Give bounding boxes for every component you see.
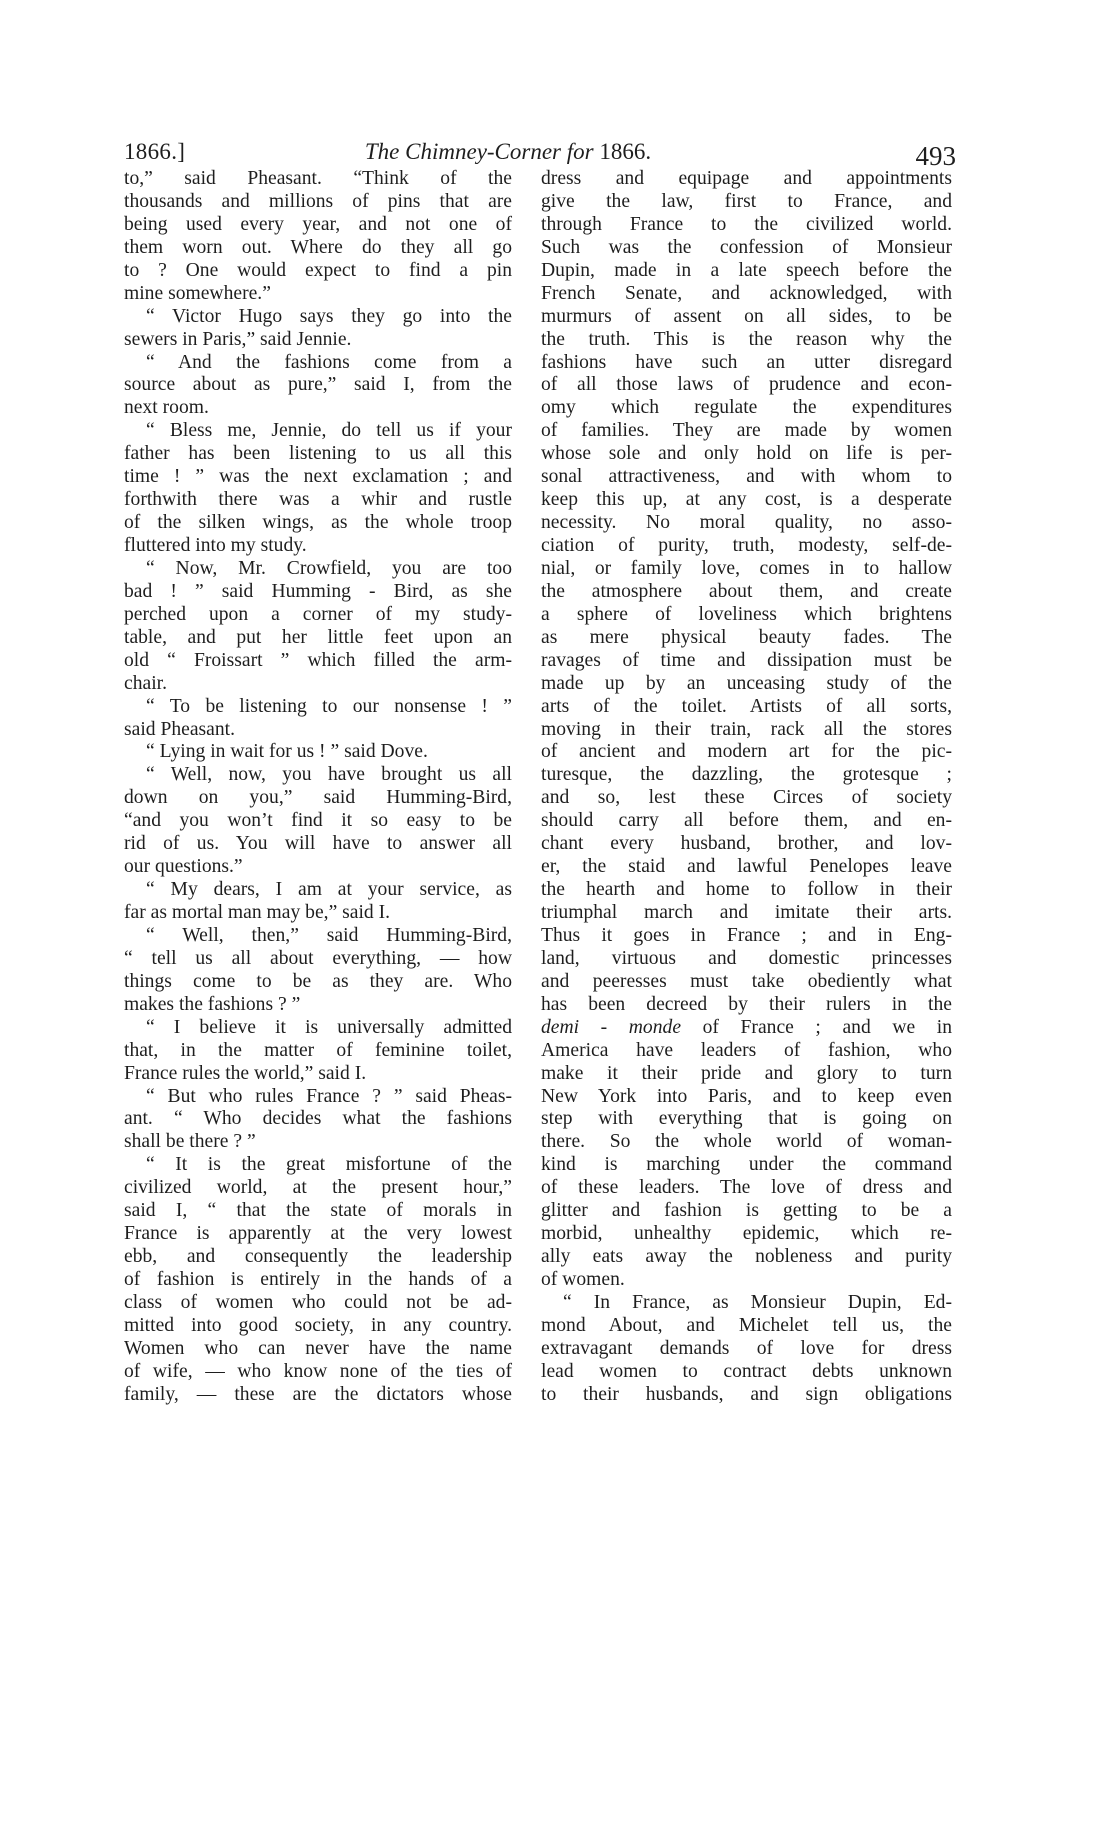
- text-line: to ? One would expect to find a pin: [124, 259, 512, 281]
- text-line: to,” said Pheasant. “Think of the: [124, 168, 512, 189]
- text-line: morbid, unhealthy epidemic, which re-: [541, 1223, 952, 1245]
- text-line: old “ Froissart ” which filled the arm-: [124, 649, 512, 671]
- text-line: “ And the fashions come from a: [146, 351, 512, 373]
- page-number: 493: [915, 141, 956, 171]
- text-line: Such was the confession of Monsieur: [541, 236, 952, 258]
- text-column-left: [124, 168, 512, 1407]
- text-line: whose sole and only hold on life is per-: [541, 443, 952, 465]
- text-line: a sphere of loveliness which brightens: [541, 603, 952, 625]
- text-line: the truth. This is the reason why the: [541, 328, 952, 350]
- text-line: things come to be as they are. Who: [124, 970, 512, 992]
- text-line-rest: of France ; and we in: [681, 1016, 952, 1038]
- text-line: mitted into good society, in any country.: [124, 1314, 512, 1336]
- text-line: ravages of time and dissipation must be: [541, 649, 952, 671]
- text-line: said I, “ that the state of morals in: [124, 1200, 512, 1222]
- text-line: the hearth and home to follow in their: [541, 879, 952, 901]
- text-line: next room.: [124, 397, 209, 419]
- text-line: forthwith there was a whir and rustle: [124, 489, 512, 511]
- text-line: should carry all before them, and en-: [541, 810, 952, 832]
- text-line: class of women who could not be ad-: [124, 1291, 512, 1313]
- text-line: civilized world, at the present hour,”: [124, 1177, 512, 1199]
- text-line: father has been listening to us all this: [124, 443, 512, 465]
- text-line: of these leaders. The love of dress and: [541, 1177, 952, 1199]
- text-line: fashions have such an utter disregard: [541, 351, 952, 373]
- text-line: ant. “ Who decides what the fashions: [124, 1108, 512, 1130]
- text-line: necessity. No moral quality, no asso-: [541, 512, 952, 534]
- running-head: [124, 136, 956, 171]
- text-line: mond About, and Michelet tell us, the: [541, 1314, 952, 1336]
- text-line: made up by an unceasing study of the: [541, 672, 952, 694]
- text-line: being used every year, and not one of: [124, 213, 512, 235]
- text-line: “ Victor Hugo says they go into the: [146, 305, 512, 327]
- text-line: arts of the toilet. Artists of all sorts,: [541, 695, 952, 717]
- text-line: moving in their train, rack all the stores: [541, 718, 952, 740]
- text-line: “ I believe it is universally admitted: [146, 1016, 512, 1038]
- text-line: of ancient and modern art for the pic-: [541, 741, 952, 763]
- text-line: table, and put her little feet upon an: [124, 626, 512, 648]
- text-line: rid of us. You will have to answer all: [124, 833, 512, 855]
- text-line: them worn out. Where do they all go: [124, 236, 512, 258]
- text-line: thousands and millions of pins that are: [124, 190, 512, 212]
- text-line: mine somewhere.”: [124, 282, 271, 304]
- text-line: triumphal march and imitate their arts.: [541, 902, 952, 923]
- text-line: “ It is the great misfortune of the: [146, 1154, 512, 1176]
- text-line: our questions.”: [124, 856, 243, 878]
- text-line: omy which regulate the expenditures: [541, 397, 952, 419]
- text-line: “ Well, then,” said Humming-Bird,: [146, 924, 512, 946]
- text-line: of wife, — who know none of the ties of: [124, 1360, 512, 1382]
- text-line: glitter and fashion is getting to be a: [541, 1200, 952, 1222]
- text-line: source about as pure,” said I, from the: [124, 374, 512, 396]
- text-line: “ In France, as Monsieur Dupin, Ed-: [563, 1291, 952, 1313]
- text-line: said Pheasant.: [124, 718, 236, 740]
- text-line: “and you won’t find it so easy to be: [124, 810, 512, 832]
- text-line: make it their pride and glory to turn: [541, 1062, 952, 1084]
- text-line: “ Bless me, Jennie, do tell us if your: [146, 420, 512, 442]
- text-line: nial, or family love, comes in to hallow: [541, 557, 952, 579]
- text-line: ally eats away the nobleness and purity: [541, 1246, 952, 1268]
- text-line: far as mortal man may be,” said I.: [124, 902, 391, 923]
- text-line: step with everything that is going on: [541, 1108, 952, 1130]
- text-line: down on you,” said Humming-Bird,: [124, 787, 512, 809]
- text-line: “ Now, Mr. Crowfield, you are too: [146, 557, 512, 579]
- text-line: ebb, and consequently the leadership: [124, 1246, 512, 1268]
- running-head-title-text: The Chimney-Corner for: [364, 139, 600, 164]
- text-line: sonal attractiveness, and with whom to: [541, 466, 952, 488]
- text-line: lead women to contract debts unknown: [541, 1360, 952, 1382]
- text-line: of the silken wings, as the whole troop: [124, 512, 512, 534]
- text-line: there. So the whole world of woman-: [541, 1131, 952, 1153]
- text-line: Women who can never have the name: [124, 1337, 512, 1359]
- text-line: of fashion is entirely in the hands of a: [124, 1269, 512, 1290]
- text-line: France rules the world,” said I.: [124, 1062, 367, 1084]
- text-column-right: [541, 168, 952, 1407]
- text-line: Dupin, made in a late speech before the: [541, 259, 952, 281]
- text-line: sewers in Paris,” said Jennie.: [124, 328, 352, 350]
- text-line: er, the staid and lawful Penelopes leave: [541, 856, 952, 878]
- text-line: as mere physical beauty fades. The: [541, 626, 952, 648]
- text-line: Thus it goes in France ; and in Eng-: [541, 924, 952, 946]
- text-line: to their husbands, and sign obligations: [541, 1383, 952, 1405]
- text-line: time ! ” was the next exclamation ; and: [124, 466, 512, 488]
- text-line: and so, lest these Circes of society: [541, 787, 952, 809]
- text-line: family, — these are the dictators whose: [124, 1383, 512, 1405]
- text-line: “ But who rules France ? ” said Pheas-: [146, 1085, 512, 1107]
- text-line: America have leaders of fashion, who: [541, 1039, 952, 1061]
- text-line: keep this up, at any cost, is a desperate: [541, 489, 952, 511]
- text-line: fluttered into my study.: [124, 535, 307, 556]
- text-line: “ Lying in wait for us ! ” said Dove.: [146, 741, 428, 763]
- text-line: through France to the civilized world.: [541, 213, 952, 235]
- text-line: shall be there ? ”: [124, 1131, 256, 1153]
- running-head-title: [298, 136, 718, 168]
- text-line: that, in the matter of feminine toilet,: [124, 1039, 512, 1061]
- text-line: turesque, the dazzling, the grotesque ;: [541, 764, 952, 786]
- text-line: kind is marching under the command: [541, 1154, 952, 1176]
- text-line: of all those laws of prudence and econ-: [541, 374, 952, 396]
- text-line: New York into Paris, and to keep even: [541, 1085, 952, 1107]
- text-line: murmurs of assent on all sides, to be: [541, 305, 952, 327]
- italic-term: demi - monde: [541, 1016, 682, 1038]
- text-line: give the law, first to France, and: [541, 190, 952, 212]
- text-line: “ Well, now, you have brought us all: [146, 764, 512, 786]
- text-line: has been decreed by their rulers in the: [541, 993, 952, 1015]
- text-line: land, virtuous and domestic princesses: [541, 947, 952, 969]
- text-line: dress and equipage and appointments: [541, 168, 952, 189]
- running-head-title-year: 1866.: [599, 139, 652, 164]
- text-line: [541, 1017, 952, 1040]
- text-line: and peeresses must take obediently what: [541, 970, 952, 992]
- running-head-year: 1866.]: [124, 139, 186, 164]
- text-line: “ To be listening to our nonsense ! ”: [146, 695, 512, 717]
- text-line: extravagant demands of love for dress: [541, 1337, 952, 1359]
- text-line: makes the fashions ? ”: [124, 993, 301, 1015]
- text-line: chair.: [124, 672, 167, 694]
- text-line: the atmosphere about them, and create: [541, 580, 952, 602]
- text-line: of families. They are made by women: [541, 420, 952, 442]
- text-line: of women.: [541, 1269, 625, 1290]
- text-line: ciation of purity, truth, modesty, self-de-: [541, 535, 952, 556]
- text-line: perched upon a corner of my study-: [124, 603, 512, 625]
- text-line: “ tell us all about everything, — how: [124, 947, 512, 969]
- text-line: chant every husband, brother, and lov-: [541, 833, 952, 855]
- text-line: French Senate, and acknowledged, with: [541, 282, 952, 304]
- text-line: “ My dears, I am at your service, as: [146, 879, 512, 901]
- text-line: bad ! ” said Humming - Bird, as she: [124, 580, 512, 602]
- text-line: France is apparently at the very lowest: [124, 1223, 512, 1245]
